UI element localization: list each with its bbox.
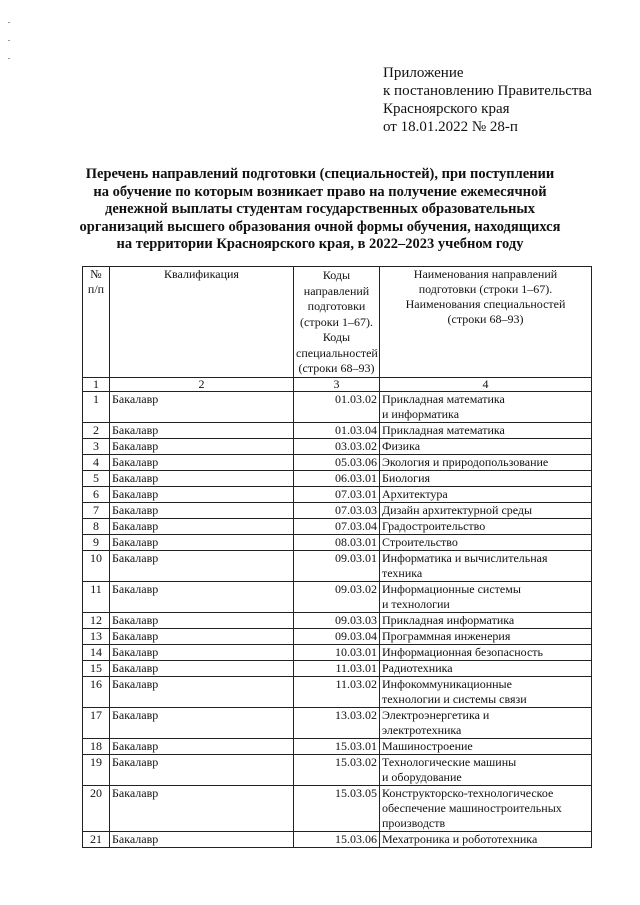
row-qualification: Бакалавр [110,660,294,676]
program-name-line: Информатика и вычислительная [382,550,548,565]
row-program-name [380,470,592,486]
row-number: 13 [83,628,110,644]
row-number: 1 [83,391,110,422]
table-row [83,550,592,581]
table-row [83,676,592,707]
row-number: 8 [83,518,110,534]
header-qualification: Квалификация [110,267,294,378]
table-row [83,454,592,470]
row-number: 3 [83,438,110,454]
row-number: 15 [83,660,110,676]
row-code: 15.03.02 [294,754,380,785]
row-qualification: Бакалавр [110,438,294,454]
appendix-decree-date: от 18.01.2022 № 28-п [383,119,518,135]
row-number: 19 [83,754,110,785]
row-code: 03.03.02 [294,438,380,454]
table-row [83,644,592,660]
row-number: 18 [83,738,110,754]
program-name-line: Технологические машины [382,754,517,769]
row-program-name [380,676,592,707]
row-qualification: Бакалавр [110,831,294,847]
row-program-name [380,422,592,438]
row-code: 09.03.03 [294,612,380,628]
row-code: 05.03.06 [294,454,380,470]
program-name-line: Градостроительство [382,518,486,533]
program-name-line: Прикладная математика [382,422,505,437]
row-code: 07.03.04 [294,518,380,534]
program-name-line: и технологии [382,596,450,611]
row-number: 12 [83,612,110,628]
table-row [83,470,592,486]
row-code: 09.03.02 [294,581,380,612]
program-name-line: обеспечение машиностроительных [382,800,562,815]
header-names: Наименования направлений подготовки (строки 1–67). Наименования специальностей (строки 68–93) [380,267,592,378]
table-row [83,738,592,754]
row-program-name [380,628,592,644]
table-row [83,660,592,676]
row-qualification: Бакалавр [110,707,294,738]
table-header-row [83,267,592,378]
row-code: 09.03.04 [294,628,380,644]
program-name-line: Мехатроника и робототехника [382,831,538,846]
row-number: 7 [83,502,110,518]
row-code: 15.03.06 [294,831,380,847]
row-code: 15.03.01 [294,738,380,754]
program-name-line: электротехника [382,722,462,737]
table-row [83,502,592,518]
row-code: 11.03.01 [294,660,380,676]
title-line: на обучение по которым возникает право на получение ежемесячной [93,183,547,200]
row-qualification: Бакалавр [110,470,294,486]
appendix-label: Приложение [383,65,464,81]
row-qualification: Бакалавр [110,644,294,660]
program-name-line: техника [382,565,423,580]
row-program-name [380,502,592,518]
program-name-line: Электроэнергетика и [382,707,490,722]
row-qualification: Бакалавр [110,754,294,785]
column-number: 3 [294,377,380,391]
title-line: Перечень направлений подготовки (специальностей), при поступлении [85,166,555,182]
table-row [83,707,592,738]
row-program-name [380,644,592,660]
row-number: 17 [83,707,110,738]
table-row [83,534,592,550]
row-code: 07.03.01 [294,486,380,502]
program-name-line: Строительство [382,534,458,549]
row-code: 08.03.01 [294,534,380,550]
row-program-name [380,612,592,628]
row-code: 13.03.02 [294,707,380,738]
row-qualification: Бакалавр [110,422,294,438]
row-number: 10 [83,550,110,581]
row-qualification: Бакалавр [110,391,294,422]
program-name-line: и оборудование [382,769,462,784]
row-program-name [380,707,592,738]
row-program-name [380,581,592,612]
column-number: 2 [110,377,294,391]
document-title [70,166,570,254]
row-program-name [380,754,592,785]
program-name-line: Прикладная информатика [382,612,515,627]
row-program-name [380,454,592,470]
row-number: 9 [83,534,110,550]
row-qualification: Бакалавр [110,612,294,628]
row-code: 15.03.05 [294,785,380,831]
program-name-line: Физика [382,438,421,453]
programs-table [82,266,592,848]
row-qualification: Бакалавр [110,486,294,502]
title-line: денежной выплаты студентам государственных образовательных [105,201,535,218]
table-row [83,581,592,612]
table-row [83,754,592,785]
table-row [83,831,592,847]
row-qualification: Бакалавр [110,581,294,612]
row-qualification: Бакалавр [110,502,294,518]
row-program-name [380,831,592,847]
row-number: 11 [83,581,110,612]
program-name-line: Архитектура [382,486,448,501]
table-row [83,391,592,422]
row-code: 01.03.02 [294,391,380,422]
row-program-name [380,438,592,454]
table-row [83,486,592,502]
row-program-name [380,534,592,550]
header-number: № п/п [83,267,110,378]
row-qualification: Бакалавр [110,518,294,534]
table-row [83,438,592,454]
column-number: 1 [83,377,110,391]
program-name-line: Радиотехника [382,660,453,675]
row-number: 16 [83,676,110,707]
row-program-name [380,738,592,754]
row-qualification: Бакалавр [110,534,294,550]
row-qualification: Бакалавр [110,785,294,831]
row-number: 21 [83,831,110,847]
table-row [83,785,592,831]
row-number: 14 [83,644,110,660]
row-number: 2 [83,422,110,438]
row-number: 20 [83,785,110,831]
program-name-line: Конструкторско-технологическое [382,785,554,800]
row-number: 6 [83,486,110,502]
header-codes: Коды направлений подготовки (строки 1–67). Коды специальностей (строки 68–93) [294,267,380,378]
program-name-line: Дизайн архитектурной среды [382,502,533,517]
program-name-line: Инфокоммуникационные [382,676,512,691]
program-name-line: и информатика [382,406,460,421]
row-number: 4 [83,454,110,470]
program-name-line: Программная инженерия [382,628,511,643]
column-number: 4 [380,377,592,391]
row-program-name [380,785,592,831]
row-code: 11.03.02 [294,676,380,707]
appendix-decree-reference: к постановлению Правительства [383,83,592,99]
appendix-region: Красноярского края [383,101,510,117]
table-row [83,628,592,644]
row-qualification: Бакалавр [110,676,294,707]
table-row [83,518,592,534]
table-row [83,612,592,628]
row-code: 09.03.01 [294,550,380,581]
program-name-line: Биология [382,470,431,485]
program-name-line: Прикладная математика [382,391,505,406]
row-code: 07.03.03 [294,502,380,518]
row-qualification: Бакалавр [110,738,294,754]
row-code: 06.03.01 [294,470,380,486]
row-qualification: Бакалавр [110,628,294,644]
title-line: организаций высшего образования очной формы обучения, находящихся [79,218,561,235]
row-code: 10.03.01 [294,644,380,660]
row-program-name [380,660,592,676]
row-program-name [380,486,592,502]
table-row [83,422,592,438]
appendix-reference [383,64,592,136]
program-name-line: Экология и природопользование [382,454,549,469]
row-qualification: Бакалавр [110,550,294,581]
row-program-name [380,391,592,422]
row-program-name [380,550,592,581]
program-name-line: Информационная безопасность [382,644,543,659]
program-name-line: технологии и системы связи [382,691,527,706]
title-line: на территории Красноярского края, в 2022–2023 учебном году [116,236,524,253]
program-name-line: Машиностроение [382,738,473,753]
program-name-line: производств [382,815,446,830]
row-number: 5 [83,470,110,486]
row-qualification: Бакалавр [110,454,294,470]
row-code: 01.03.04 [294,422,380,438]
row-program-name [380,518,592,534]
program-name-line: Информационные системы [382,581,521,596]
column-number-row [83,377,592,391]
